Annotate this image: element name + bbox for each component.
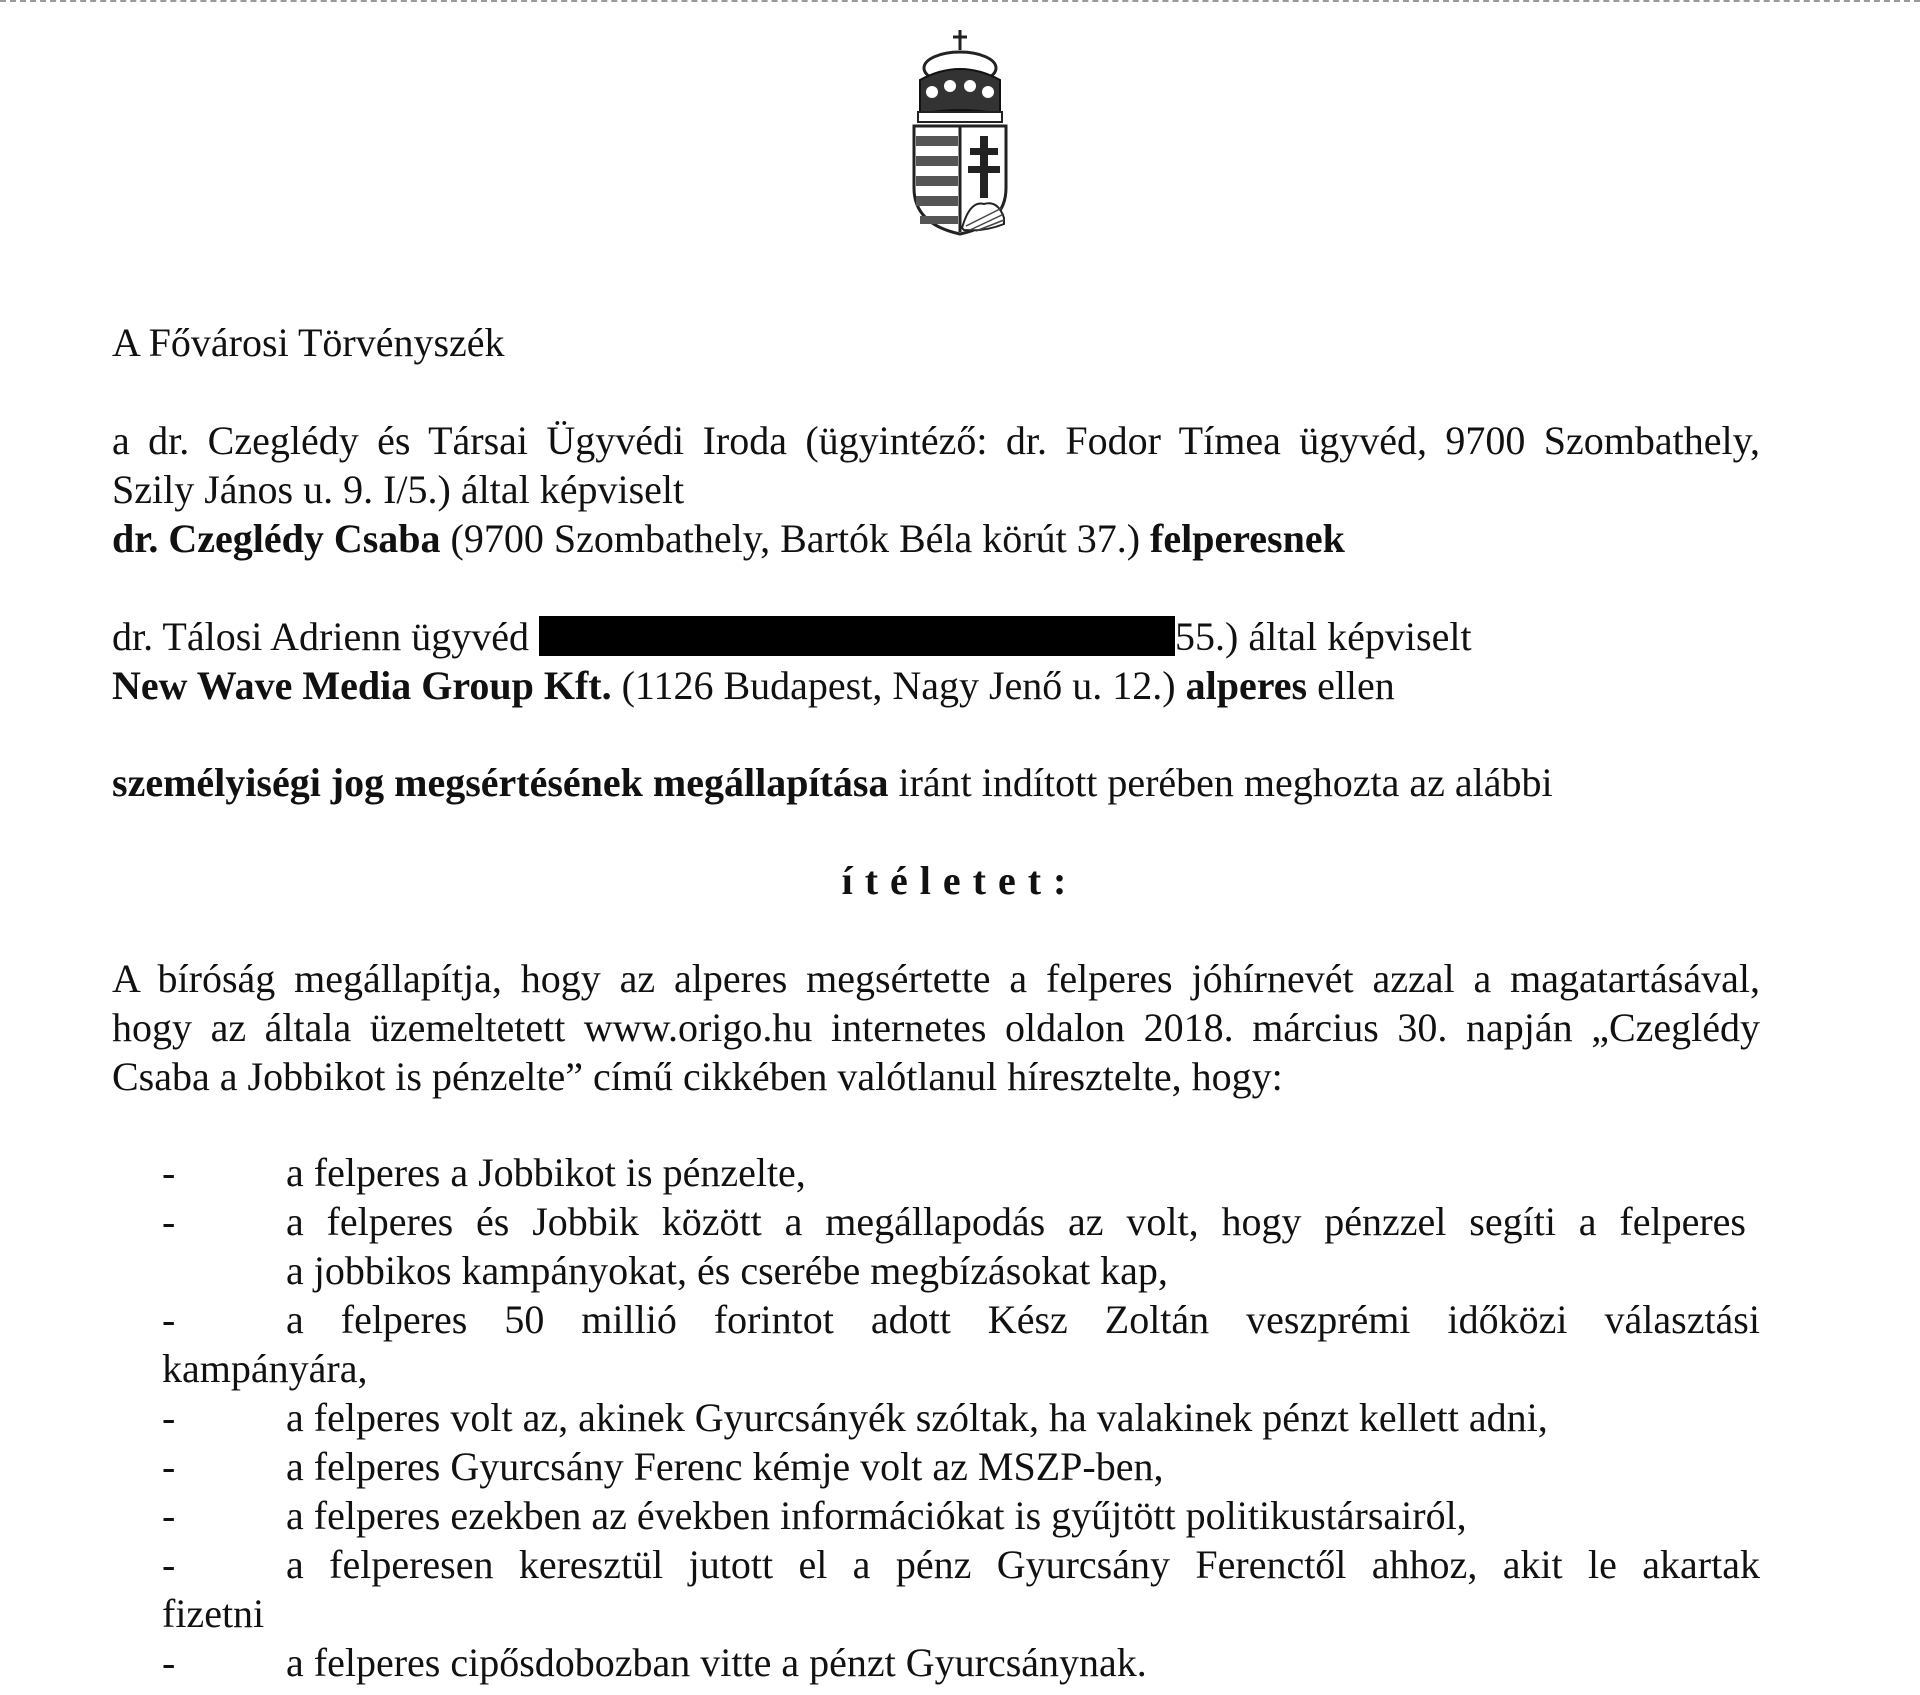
plaintiff-role: felperesnek xyxy=(1150,516,1345,561)
defendant-role: alperes xyxy=(1185,663,1308,708)
list-item xyxy=(162,1295,1760,1393)
list-item xyxy=(162,1540,1760,1638)
defendant-name: New Wave Media Group Kft. xyxy=(112,663,612,708)
defendant-tail: ellen xyxy=(1307,663,1395,708)
list-item xyxy=(162,1638,1760,1687)
ruling-line2: hogy az általa üzemeltetett www.origo.hu internetes oldalon 2018. március 30. napján „Czeglédy xyxy=(112,1005,1760,1050)
list-item-text: a felperesen keresztül jutott el a pénz Gyurcsány Ferenctől ahhoz, akit le akartak xyxy=(286,1542,1760,1587)
list-item-text: a felperes és Jobbik között a megállapodás az volt, hogy pénzzel segíti a felperes xyxy=(286,1199,1746,1244)
court-name: A Fővárosi Törvényszék xyxy=(112,320,505,365)
plaintiff-representative-line1: a dr. Czeglédy és Társai Ügyvédi Iroda (ügyintéző: dr. Fodor Tímea ügyvéd, 9700 Szombathely, xyxy=(112,418,1760,463)
defendant-representative-prefix: dr. Tálosi Adrienn ügyvéd xyxy=(112,614,539,659)
list-dash: - xyxy=(162,1493,176,1538)
list-item xyxy=(162,1148,1760,1197)
list-dash: - xyxy=(162,1150,176,1195)
list-item xyxy=(162,1442,1760,1491)
judgment-title: ítéletet: xyxy=(841,858,1079,903)
redaction-bar xyxy=(539,616,1175,656)
defendant-representative-suffix: 55.) által képviselt xyxy=(1175,614,1472,659)
list-item-text: a felperes 50 millió forintot adott Kész Zoltán veszprémi időközi választási xyxy=(286,1297,1760,1342)
subject-rest: iránt indított perében meghozta az alábbi xyxy=(888,760,1553,805)
defendant-representative-line xyxy=(112,612,1760,661)
list-item xyxy=(162,1197,1760,1295)
list-dash: - xyxy=(162,1444,176,1489)
ruling-line3: Csaba a Jobbikot is pénzelte” című cikkében valótlanul híresztelte, hogy: xyxy=(112,1054,1283,1099)
plaintiff-representative-line2: Szily János u. 9. I/5.) által képviselt xyxy=(112,467,685,512)
subject-line xyxy=(112,758,1760,807)
list-item xyxy=(162,1491,1760,1540)
list-item-text: a felperes a Jobbikot is pénzelte, xyxy=(286,1150,806,1195)
plaintiff-name: dr. Czeglédy Csaba xyxy=(112,516,441,561)
list-item-text-continued: fizetni xyxy=(162,1591,265,1636)
ruling-line1: A bíróság megállapítja, hogy az alperes megsértette a felperes jóhírnevét azzal a magatartásával, xyxy=(112,956,1760,1001)
list-dash: - xyxy=(162,1395,176,1440)
defendant-line xyxy=(112,661,1760,710)
subject-bold: személyiségi jog megsértésének megállapítása xyxy=(112,760,889,805)
list-dash: - xyxy=(162,1297,176,1342)
list-item xyxy=(162,1393,1760,1442)
list-item-text-continued: kampányára, xyxy=(162,1346,368,1391)
list-item-text: a felperes cipősdobozban vitte a pénzt Gyurcsánynak. xyxy=(286,1640,1147,1685)
hungarian-coat-of-arms-icon xyxy=(906,28,1014,236)
list-item-text-continued: a jobbikos kampányokat, és cserébe megbízásokat kap, xyxy=(286,1248,1168,1293)
list-item-text: a felperes volt az, akinek Gyurcsányék szóltak, ha valakinek pénzt kellett adni, xyxy=(286,1395,1548,1440)
list-item-text: a felperes Gyurcsány Ferenc kémje volt az MSZP-ben, xyxy=(286,1444,1164,1489)
plaintiff-line xyxy=(112,514,1760,563)
list-item-text: a felperes ezekben az években információkat is gyűjtött politikustársairól, xyxy=(286,1493,1467,1538)
list-dash: - xyxy=(162,1542,176,1587)
defendant-address: (1126 Budapest, Nagy Jenő u. 12.) xyxy=(611,663,1186,708)
plaintiff-address: (9700 Szombathely, Bartók Béla körút 37.) xyxy=(440,516,1151,561)
page-top-border xyxy=(0,0,1920,2)
list-dash: - xyxy=(162,1640,176,1685)
list-dash: - xyxy=(162,1199,176,1244)
